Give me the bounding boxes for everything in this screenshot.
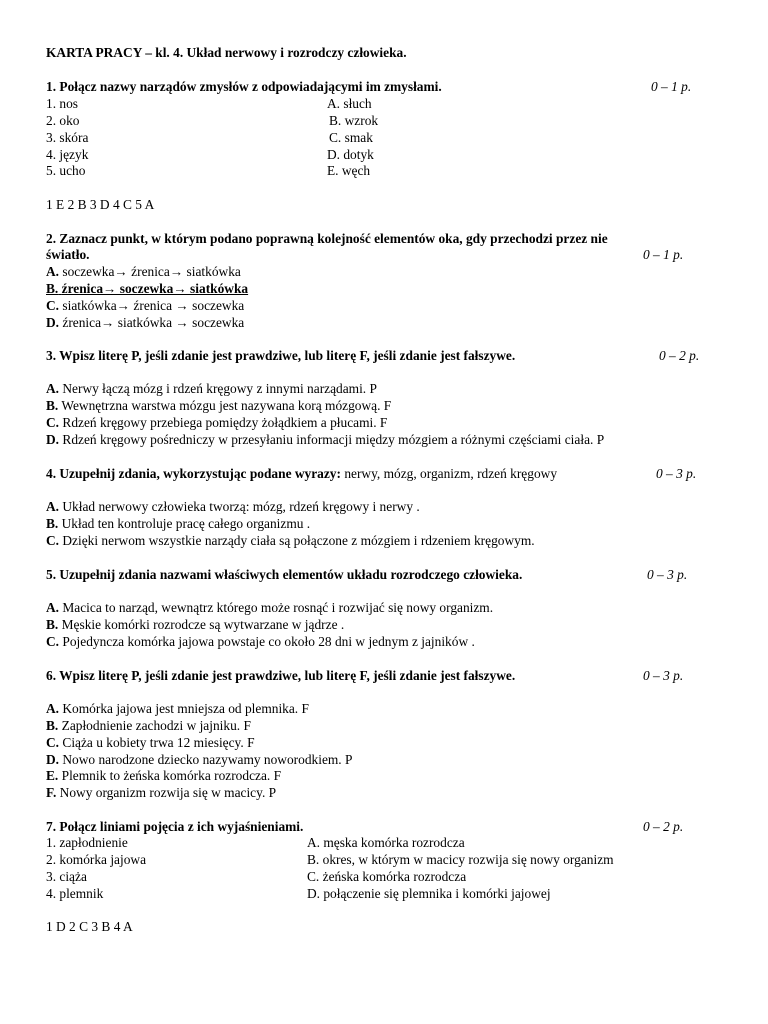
q7-left-3: 3. ciąża	[46, 869, 87, 884]
q7-right-b: B. okres, w którym w macicy rozwija się nowy organizm	[307, 852, 614, 867]
q6-item-d: D. Nowo narodzone dziecko nazywamy noworodkiem. P	[46, 752, 353, 767]
q2-option-a: A. soczewka→ źrenica→ siatkówka	[46, 264, 241, 279]
q2-option-c: C. siatkówka→ źrenica → soczewka	[46, 298, 245, 313]
q7-left-4: 4. plemnik	[46, 886, 104, 901]
q3-item-c: C. Rdzeń kręgowy przebiega pomiędzy żołądkiem a płucami. F	[46, 415, 388, 430]
q1-left-4: 4. język	[46, 147, 89, 162]
q5-question: 5. Uzupełnij zdania nazwami właściwych elementów układu rozrodczego człowieka.	[46, 567, 523, 582]
q1-right-c: C. smak	[329, 130, 373, 145]
q3-question: 3. Wpisz literę P, jeśli zdanie jest prawdziwe, lub literę F, jeśli zdanie jest fałszywe.	[46, 348, 516, 363]
q7-right-d: D. połączenie się plemnika i komórki jajowej	[307, 886, 551, 901]
q7-answer: 1 D 2 C 3 B 4 A	[46, 919, 133, 934]
q5-points: 0 – 3 p.	[647, 567, 688, 582]
q2-option-d: D. źrenica→ siatkówka → soczewka	[46, 315, 245, 330]
q1-left-1: 1. nos	[46, 96, 78, 111]
q2-question-line2: światło.	[46, 247, 90, 262]
q7-question: 7. Połącz liniami pojęcia z ich wyjaśnieniami.	[46, 819, 304, 834]
q1-right-a: A. słuch	[327, 96, 372, 111]
q4-question: 4. Uzupełnij zdania, wykorzystując podane wyrazy: nerwy, mózg, organizm, rdzeń kręgowy	[46, 466, 558, 481]
q4-item-c: C. Dzięki nerwom wszystkie narządy ciała są połączone z mózgiem i rdzeniem kręgowym.	[46, 533, 535, 548]
q1-points: 0 – 1 p.	[651, 79, 692, 94]
q3-item-b: B. Wewnętrzna warstwa mózgu jest nazywana korą mózgową. F	[46, 398, 392, 413]
q3-item-d: D. Rdzeń kręgowy pośredniczy w przesyłaniu informacji między mózgiem a różnymi częściami ciała. P	[46, 432, 605, 447]
q1-left-2: 2. oko	[46, 113, 80, 128]
q4-points: 0 – 3 p.	[656, 466, 697, 481]
q7-left-2: 2. komórka jajowa	[46, 852, 147, 867]
q6-item-a: A. Komórka jajowa jest mniejsza od plemnika. F	[46, 701, 309, 716]
q2-points: 0 – 1 p.	[643, 247, 684, 262]
q6-item-f: F. Nowy organizm rozwija się w macicy. P	[46, 785, 277, 800]
q4-item-a: A. Układ nerwowy człowieka tworzą: mózg, rdzeń kręgowy i nerwy .	[46, 499, 420, 514]
q1-right-d: D. dotyk	[327, 147, 374, 162]
q6-item-e: E. Plemnik to żeńska komórka rozrodcza. F	[46, 768, 282, 783]
q2-option-b-correct: B. źrenica→ soczewka→ siatkówka	[46, 281, 249, 296]
q6-item-b: B. Zapłodnienie zachodzi w jajniku. F	[46, 718, 251, 733]
q7-points: 0 – 2 p.	[643, 819, 684, 834]
q2-question-line1: 2. Zaznacz punkt, w którym podano poprawną kolejność elementów oka, gdy przechodzi przez nie	[46, 231, 608, 246]
q6-question: 6. Wpisz literę P, jeśli zdanie jest prawdziwe, lub literę F, jeśli zdanie jest fałszywe.	[46, 668, 516, 683]
q1-right-e: E. węch	[327, 163, 371, 178]
q4-item-b: B. Układ ten kontroluje pracę całego organizmu .	[46, 516, 311, 531]
q5-item-a: A. Macica to narząd, wewnątrz którego może rosnąć i rozwijać się nowy organizm.	[46, 600, 494, 615]
q3-item-a: A. Nerwy łączą mózg i rdzeń kręgowy z innymi narządami. P	[46, 381, 377, 396]
q7-right-c: C. żeńska komórka rozrodcza	[307, 869, 467, 884]
q6-points: 0 – 3 p.	[643, 668, 684, 683]
q1-left-5: 5. ucho	[46, 163, 86, 178]
q5-item-b: B. Męskie komórki rozrodcze są wytwarzane w jądrze .	[46, 617, 345, 632]
page-title: KARTA PRACY – kl. 4. Układ nerwowy i rozrodczy człowieka.	[46, 45, 407, 60]
q1-left-3: 3. skóra	[46, 130, 89, 145]
q6-item-c: C. Ciąża u kobiety trwa 12 miesięcy. F	[46, 735, 255, 750]
q5-item-c: C. Pojedyncza komórka jajowa powstaje co około 28 dni w jednym z jajników .	[46, 634, 475, 649]
q7-right-a: A. męska komórka rozrodcza	[307, 835, 465, 850]
q1-right-b: B. wzrok	[329, 113, 379, 128]
q7-left-1: 1. zapłodnienie	[46, 835, 128, 850]
q3-points: 0 – 2 p.	[659, 348, 700, 363]
q1-answer: 1 E 2 B 3 D 4 C 5 A	[46, 197, 155, 212]
q1-question: 1. Połącz nazwy narządów zmysłów z odpowiadającymi im zmysłami.	[46, 79, 442, 94]
